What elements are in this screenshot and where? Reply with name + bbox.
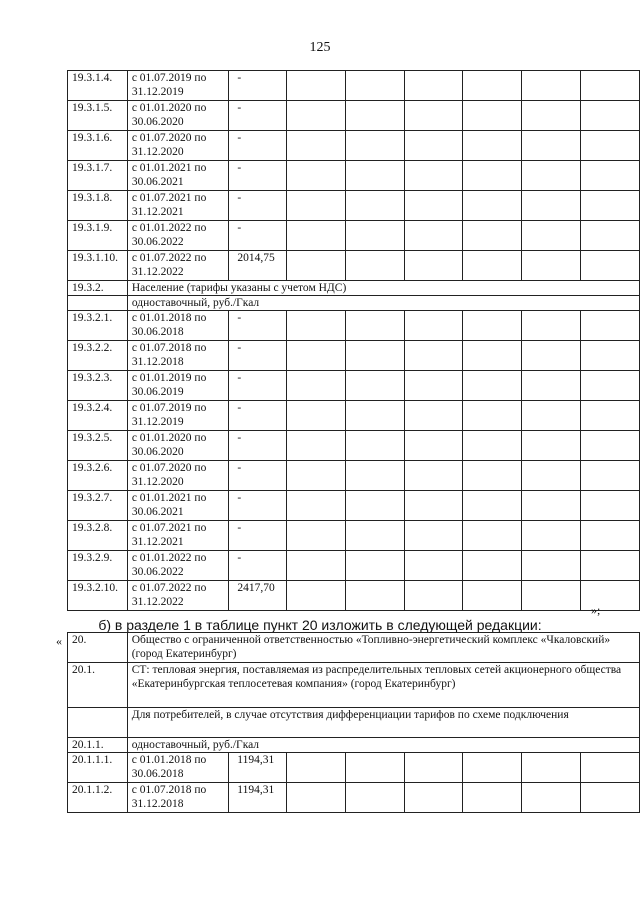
period-cell — [127, 581, 229, 611]
period-end: 30.06.2020 — [131, 116, 184, 128]
empty-cell — [580, 753, 639, 783]
period-cell — [127, 371, 229, 401]
table-row — [68, 101, 640, 131]
empty-cell — [522, 461, 581, 491]
table-row — [68, 401, 640, 431]
tariff-value: - — [229, 431, 287, 461]
empty-cell — [287, 431, 346, 461]
empty-cell — [463, 581, 522, 611]
table-row — [68, 221, 640, 251]
table-row — [68, 708, 640, 738]
period-end: 30.06.2021 — [131, 176, 184, 188]
period-cell — [127, 311, 229, 341]
empty-cell — [287, 131, 346, 161]
row-code: 19.3.2.7. — [68, 491, 128, 521]
tariff-value: - — [229, 191, 287, 221]
empty-cell — [346, 341, 405, 371]
empty-cell — [405, 401, 463, 431]
period-cell — [127, 341, 229, 371]
empty-cell — [346, 551, 405, 581]
empty-cell — [463, 131, 522, 161]
empty-cell — [346, 491, 405, 521]
empty-cell — [287, 491, 346, 521]
row-code: 20.1.1.1. — [68, 753, 128, 783]
period-start: с 01.01.2020 по — [131, 102, 207, 114]
empty-cell — [463, 251, 522, 281]
empty-cell — [287, 341, 346, 371]
table-row — [68, 251, 640, 281]
tariff-value: 2014,75 — [229, 251, 287, 281]
period-cell — [127, 191, 229, 221]
period-start: с 01.07.2018 по — [131, 784, 207, 796]
empty-cell — [522, 581, 581, 611]
row-code: 19.3.2.10. — [68, 581, 128, 611]
empty-cell — [405, 371, 463, 401]
empty-cell — [580, 551, 639, 581]
empty-cell — [522, 131, 581, 161]
empty-cell — [522, 101, 581, 131]
table-row — [68, 521, 640, 551]
empty-cell — [287, 191, 346, 221]
tariff-table-continued — [67, 70, 640, 611]
empty-cell — [346, 581, 405, 611]
table-row — [68, 551, 640, 581]
empty-cell — [287, 71, 346, 101]
tariff-value: - — [229, 491, 287, 521]
tariff-value: - — [229, 311, 287, 341]
row-code: 19.3.1.8. — [68, 191, 128, 221]
empty-cell — [522, 311, 581, 341]
period-start: с 01.07.2019 по — [131, 402, 207, 414]
empty-cell — [522, 251, 581, 281]
empty-cell — [346, 461, 405, 491]
empty-cell — [463, 521, 522, 551]
period-cell — [127, 491, 229, 521]
empty-cell — [287, 161, 346, 191]
period-end: 31.12.2022 — [131, 266, 184, 278]
empty-cell — [463, 371, 522, 401]
row-code: 19.3.2.3. — [68, 371, 128, 401]
empty-cell — [580, 371, 639, 401]
empty-cell — [580, 461, 639, 491]
empty-cell — [287, 221, 346, 251]
empty-cell — [580, 191, 639, 221]
table-row — [68, 738, 640, 753]
empty-cell — [463, 221, 522, 251]
empty-cell — [522, 161, 581, 191]
period-start: с 01.01.2018 по — [131, 312, 207, 324]
row-code: 19.3.1.5. — [68, 101, 128, 131]
empty-cell — [463, 161, 522, 191]
empty-cell — [405, 521, 463, 551]
empty-cell — [287, 401, 346, 431]
tariff-value: - — [229, 401, 287, 431]
period-cell — [127, 431, 229, 461]
empty-cell — [521, 783, 580, 813]
empty-cell — [522, 521, 581, 551]
empty-cell — [522, 371, 581, 401]
row-code: 19.3.1.9. — [68, 221, 128, 251]
row-code: 19.3.2.5. — [68, 431, 128, 461]
table-row — [68, 753, 640, 783]
empty-cell — [463, 753, 522, 783]
row-code: 19.3.2.2. — [68, 341, 128, 371]
empty-cell — [522, 491, 581, 521]
empty-cell — [346, 521, 405, 551]
period-end: 30.06.2018 — [131, 768, 184, 780]
period-start: с 01.01.2018 по — [131, 754, 207, 766]
empty-cell — [287, 311, 346, 341]
period-end: 31.12.2019 — [131, 86, 184, 98]
empty-cell — [463, 551, 522, 581]
period-end: 30.06.2020 — [131, 446, 184, 458]
tariff-value: 1194,31 — [229, 753, 287, 783]
period-start: с 01.07.2022 по — [131, 582, 207, 594]
period-cell — [127, 161, 229, 191]
period-start: с 01.07.2019 по — [131, 72, 207, 84]
empty-cell — [463, 101, 522, 131]
row-code: 19.3.1.4. — [68, 71, 128, 101]
period-start: с 01.07.2020 по — [131, 132, 207, 144]
empty-cell — [405, 101, 463, 131]
empty-cell — [346, 221, 405, 251]
empty-cell — [287, 521, 346, 551]
period-end: 31.12.2021 — [131, 536, 184, 548]
period-start: с 01.01.2022 по — [131, 222, 207, 234]
empty-cell — [580, 101, 639, 131]
empty-cell — [580, 491, 639, 521]
empty-cell — [580, 581, 639, 611]
period-start: с 01.01.2022 по — [131, 552, 207, 564]
section-title: одноставочный, руб./Гкал — [127, 738, 639, 753]
table-row — [68, 191, 640, 221]
period-end: 31.12.2020 — [131, 476, 184, 488]
empty-cell — [346, 371, 405, 401]
table-row — [68, 431, 640, 461]
empty-cell — [463, 461, 522, 491]
table-row — [68, 161, 640, 191]
period-cell — [127, 461, 229, 491]
empty-cell — [405, 783, 463, 813]
period-cell — [127, 131, 229, 161]
section-title: одноставочный, руб./Гкал — [127, 296, 639, 311]
tariff-value: - — [229, 551, 287, 581]
period-start: с 01.01.2020 по — [131, 432, 207, 444]
tariff-value: 1194,31 — [229, 783, 287, 813]
row-code: 20. — [68, 633, 128, 663]
empty-cell — [580, 401, 639, 431]
section-title: Общество с ограниченной ответственностью «Топливно-энергетический комплекс «Чкаловский» (город Екатеринбург) — [127, 633, 639, 663]
empty-cell — [522, 191, 581, 221]
row-code: 19.3.2.1. — [68, 311, 128, 341]
empty-cell — [463, 311, 522, 341]
empty-cell — [287, 251, 346, 281]
row-code — [68, 296, 128, 311]
period-end: 31.12.2018 — [131, 798, 184, 810]
empty-cell — [405, 491, 463, 521]
tariff-value: - — [229, 371, 287, 401]
page-number: 125 — [309, 40, 331, 55]
period-cell — [127, 551, 229, 581]
empty-cell — [287, 371, 346, 401]
period-start: с 01.07.2021 по — [131, 192, 207, 204]
empty-cell — [580, 311, 639, 341]
table-row — [68, 633, 640, 663]
empty-cell — [405, 753, 463, 783]
period-end: 31.12.2018 — [131, 356, 184, 368]
row-code: 20.1.1.2. — [68, 783, 128, 813]
empty-cell — [405, 551, 463, 581]
empty-cell — [287, 101, 346, 131]
tariff-value: - — [229, 521, 287, 551]
empty-cell — [405, 251, 463, 281]
tariff-value: 2417,70 — [229, 581, 287, 611]
period-end: 30.06.2022 — [131, 566, 184, 578]
row-code: 19.3.2.8. — [68, 521, 128, 551]
row-code: 19.3.2.4. — [68, 401, 128, 431]
empty-cell — [405, 431, 463, 461]
period-cell — [127, 101, 229, 131]
empty-cell — [405, 461, 463, 491]
period-start: с 01.07.2021 по — [131, 522, 207, 534]
tariff-value: - — [229, 161, 287, 191]
period-end: 30.06.2022 — [131, 236, 184, 248]
period-start: с 01.01.2019 по — [131, 372, 207, 384]
table-row — [68, 131, 640, 161]
empty-cell — [463, 71, 522, 101]
row-code: 19.3.1.10. — [68, 251, 128, 281]
empty-cell — [580, 341, 639, 371]
table-row — [68, 281, 640, 296]
empty-cell — [522, 71, 581, 101]
period-cell — [127, 401, 229, 431]
empty-cell — [405, 221, 463, 251]
row-code: 19.3.1.6. — [68, 131, 128, 161]
empty-cell — [287, 753, 346, 783]
empty-cell — [346, 191, 405, 221]
empty-cell — [580, 221, 639, 251]
empty-cell — [405, 311, 463, 341]
period-start: с 01.07.2022 по — [131, 252, 207, 264]
table-row — [68, 311, 640, 341]
empty-cell — [405, 131, 463, 161]
empty-cell — [463, 191, 522, 221]
period-cell — [127, 753, 229, 783]
empty-cell — [405, 581, 463, 611]
empty-cell — [580, 161, 639, 191]
empty-cell — [463, 783, 522, 813]
empty-cell — [346, 783, 405, 813]
period-end: 30.06.2018 — [131, 326, 184, 338]
empty-cell — [522, 431, 581, 461]
empty-cell — [405, 191, 463, 221]
table-row — [68, 71, 640, 101]
tariff-value: - — [229, 221, 287, 251]
section-title: Для потребителей, в случае отсутствия дифференциации тарифов по схеме подключения — [127, 708, 639, 738]
table-row — [68, 491, 640, 521]
row-code: 20.1. — [68, 663, 128, 708]
row-code — [68, 708, 128, 738]
empty-cell — [405, 161, 463, 191]
section-title: Население (тарифы указаны с учетом НДС) — [127, 281, 639, 296]
period-start: с 01.01.2021 по — [131, 162, 207, 174]
empty-cell — [287, 581, 346, 611]
table-row — [68, 783, 640, 813]
amendment-heading: б) в разделе 1 в таблице пункт 20 изложить в следующей редакции: — [98, 617, 542, 633]
table-row — [68, 581, 640, 611]
empty-cell — [346, 753, 405, 783]
tariff-value: - — [229, 71, 287, 101]
empty-cell — [346, 161, 405, 191]
period-cell — [127, 251, 229, 281]
empty-cell — [287, 783, 346, 813]
empty-cell — [580, 521, 639, 551]
closing-quote: »; — [591, 603, 601, 617]
table-row — [68, 341, 640, 371]
period-end: 30.06.2021 — [131, 506, 184, 518]
period-cell — [127, 71, 229, 101]
empty-cell — [346, 71, 405, 101]
empty-cell — [522, 221, 581, 251]
empty-cell — [463, 401, 522, 431]
tariff-value: - — [229, 131, 287, 161]
opening-quote: « — [56, 634, 62, 648]
section-title: СТ: тепловая энергия, поставляемая из распределительных тепловых сетей акционерного общества «Екатеринбургская теплосетевая компания» (город Екатеринбург) — [127, 663, 639, 708]
empty-cell — [405, 71, 463, 101]
table-row — [68, 371, 640, 401]
period-end: 31.12.2020 — [131, 146, 184, 158]
empty-cell — [463, 341, 522, 371]
table-row — [68, 663, 640, 708]
row-code: 19.3.1.7. — [68, 161, 128, 191]
row-code: 19.3.2. — [68, 281, 128, 296]
empty-cell — [346, 311, 405, 341]
empty-cell — [346, 401, 405, 431]
row-code: 19.3.2.6. — [68, 461, 128, 491]
empty-cell — [580, 783, 639, 813]
period-start: с 01.01.2021 по — [131, 492, 207, 504]
row-code: 20.1.1. — [68, 738, 128, 753]
tariff-value: - — [229, 341, 287, 371]
empty-cell — [580, 251, 639, 281]
table-row — [68, 296, 640, 311]
row-code: 19.3.2.9. — [68, 551, 128, 581]
empty-cell — [346, 251, 405, 281]
empty-cell — [346, 431, 405, 461]
table-row — [68, 461, 640, 491]
empty-cell — [346, 131, 405, 161]
period-start: с 01.07.2018 по — [131, 342, 207, 354]
tariff-value: - — [229, 461, 287, 491]
empty-cell — [287, 551, 346, 581]
empty-cell — [463, 431, 522, 461]
empty-cell — [522, 401, 581, 431]
period-cell — [127, 221, 229, 251]
empty-cell — [580, 431, 639, 461]
period-end: 30.06.2019 — [131, 386, 184, 398]
empty-cell — [580, 131, 639, 161]
period-cell — [127, 521, 229, 551]
empty-cell — [405, 341, 463, 371]
period-end: 31.12.2022 — [131, 596, 184, 608]
period-cell — [127, 783, 229, 813]
empty-cell — [521, 753, 580, 783]
tariff-table-item-20 — [67, 632, 640, 813]
empty-cell — [463, 491, 522, 521]
period-end: 31.12.2019 — [131, 416, 184, 428]
period-end: 31.12.2021 — [131, 206, 184, 218]
empty-cell — [580, 71, 639, 101]
tariff-value: - — [229, 101, 287, 131]
empty-cell — [346, 101, 405, 131]
empty-cell — [522, 551, 581, 581]
empty-cell — [287, 461, 346, 491]
empty-cell — [522, 341, 581, 371]
period-start: с 01.07.2020 по — [131, 462, 207, 474]
